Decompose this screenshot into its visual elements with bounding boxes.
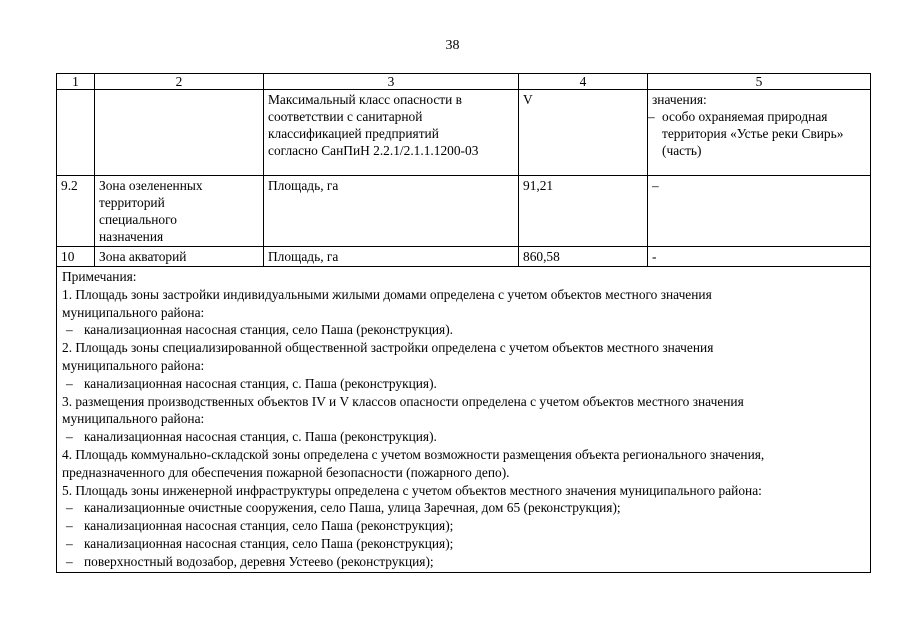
zone-name-cell	[95, 90, 264, 176]
text-line: назначения	[99, 229, 164, 244]
note-paragraph: муниципального района:	[62, 411, 205, 427]
note-paragraph: муниципального района:	[62, 304, 205, 320]
notes-heading: Примечания:	[62, 269, 137, 284]
notes-cell-5: -	[648, 247, 871, 267]
row-number-cell	[57, 90, 95, 176]
text-line: специального	[99, 212, 177, 227]
table-row	[57, 90, 871, 176]
table-row	[57, 176, 871, 247]
note-bullet-item	[62, 375, 865, 393]
note-paragraph: 2. Площадь зоны специализированной общественной застройки определена с учетом объектов местного значения	[62, 340, 714, 356]
note-paragraph: 3. размещения производственных объектов IV и V классов опасности определена с учетом объектов местного значения	[62, 393, 744, 409]
value-cell: V	[519, 90, 648, 176]
notes-row	[57, 267, 871, 573]
note-bullet-item	[62, 535, 865, 553]
dash-marker: –	[66, 429, 73, 445]
text-line: территорий	[99, 195, 165, 210]
dash-marker: –	[66, 535, 73, 551]
note-paragraph: муниципального района:	[62, 357, 205, 373]
text-line: значения:	[652, 92, 707, 107]
text-line: согласно СанПиН 2.2.1/2.1.1.1200-03	[268, 143, 479, 158]
note-bullet-item	[62, 321, 865, 339]
indicator-cell: Площадь, га	[264, 176, 519, 247]
dash-marker: –	[648, 109, 655, 124]
page-number: 38	[445, 38, 460, 53]
note-bullet-text: канализационные очистные сооружения, село Паша, улица Заречная, дом 65 (реконструкция);	[84, 500, 621, 516]
note-bullet-item	[62, 499, 865, 517]
note-bullet-item	[62, 553, 865, 571]
indicator-cell	[264, 90, 519, 176]
note-bullet-text: канализационная насосная станция, с. Паша (реконструкция).	[84, 375, 437, 391]
text-line: территория «Устье реки Свирь»	[662, 126, 844, 141]
dash-marker: –	[66, 375, 73, 391]
value-cell: 91,21	[519, 176, 648, 247]
header-cell: 5	[648, 74, 871, 90]
note-bullet-text: поверхностный водозабор, деревня Устеево (реконструкция);	[84, 553, 434, 569]
row-number-cell: 9.2	[57, 176, 95, 247]
table-header-row	[57, 74, 871, 90]
row-number-cell: 10	[57, 247, 95, 267]
zone-name-cell: Зона акваторий	[95, 247, 264, 267]
dash-marker: –	[66, 322, 73, 338]
header-cell: 3	[264, 74, 519, 90]
zones-table	[56, 73, 871, 573]
notes-cell-5: –	[648, 176, 871, 247]
value-cell: 860,58	[519, 247, 648, 267]
notes-cell	[57, 267, 871, 573]
note-paragraph: 4. Площадь коммунально-складской зоны определена с учетом возможности размещения объекта регионального значения,	[62, 446, 765, 462]
note-paragraph: предназначенного для обеспечения пожарной безопасности (пожарного депо).	[62, 464, 510, 480]
note-paragraph: 5. Площадь зоны инженерной инфраструктуры определена с учетом объектов местного значения муниципального района:	[62, 482, 762, 498]
header-cell: 2	[95, 74, 264, 90]
text-line: (часть)	[662, 143, 702, 158]
table-row	[57, 247, 871, 267]
text-line: Зона озелененных	[99, 178, 203, 193]
note-bullet-text: канализационная насосная станция, село Паша (реконструкция).	[84, 322, 454, 338]
notes-cell-5	[648, 90, 871, 176]
zone-name-cell	[95, 176, 264, 247]
header-cell: 4	[519, 74, 648, 90]
indicator-cell: Площадь, га	[264, 247, 519, 267]
note-paragraph: 1. Площадь зоны застройки индивидуальными жилыми домами определена с учетом объектов местного значения	[62, 286, 712, 302]
header-cell: 1	[57, 74, 95, 90]
dash-marker: –	[66, 518, 73, 534]
text-line: особо охраняемая природная	[662, 109, 828, 124]
note-bullet-item	[62, 428, 865, 446]
dash-marker: –	[66, 553, 73, 569]
note-bullet-text: канализационная насосная станция, село Паша (реконструкция);	[84, 518, 454, 534]
text-line: Максимальный класс опасности в	[268, 92, 462, 107]
note-bullet-text: канализационная насосная станция, село Паша (реконструкция);	[84, 535, 454, 551]
note-bullet-item	[62, 517, 865, 535]
note-bullet-text: канализационная насосная станция, с. Паша (реконструкция).	[84, 429, 437, 445]
text-line: соответствии с санитарной	[268, 109, 423, 124]
dash-marker: –	[66, 500, 73, 516]
text-line: классификацией предприятий	[268, 126, 439, 141]
